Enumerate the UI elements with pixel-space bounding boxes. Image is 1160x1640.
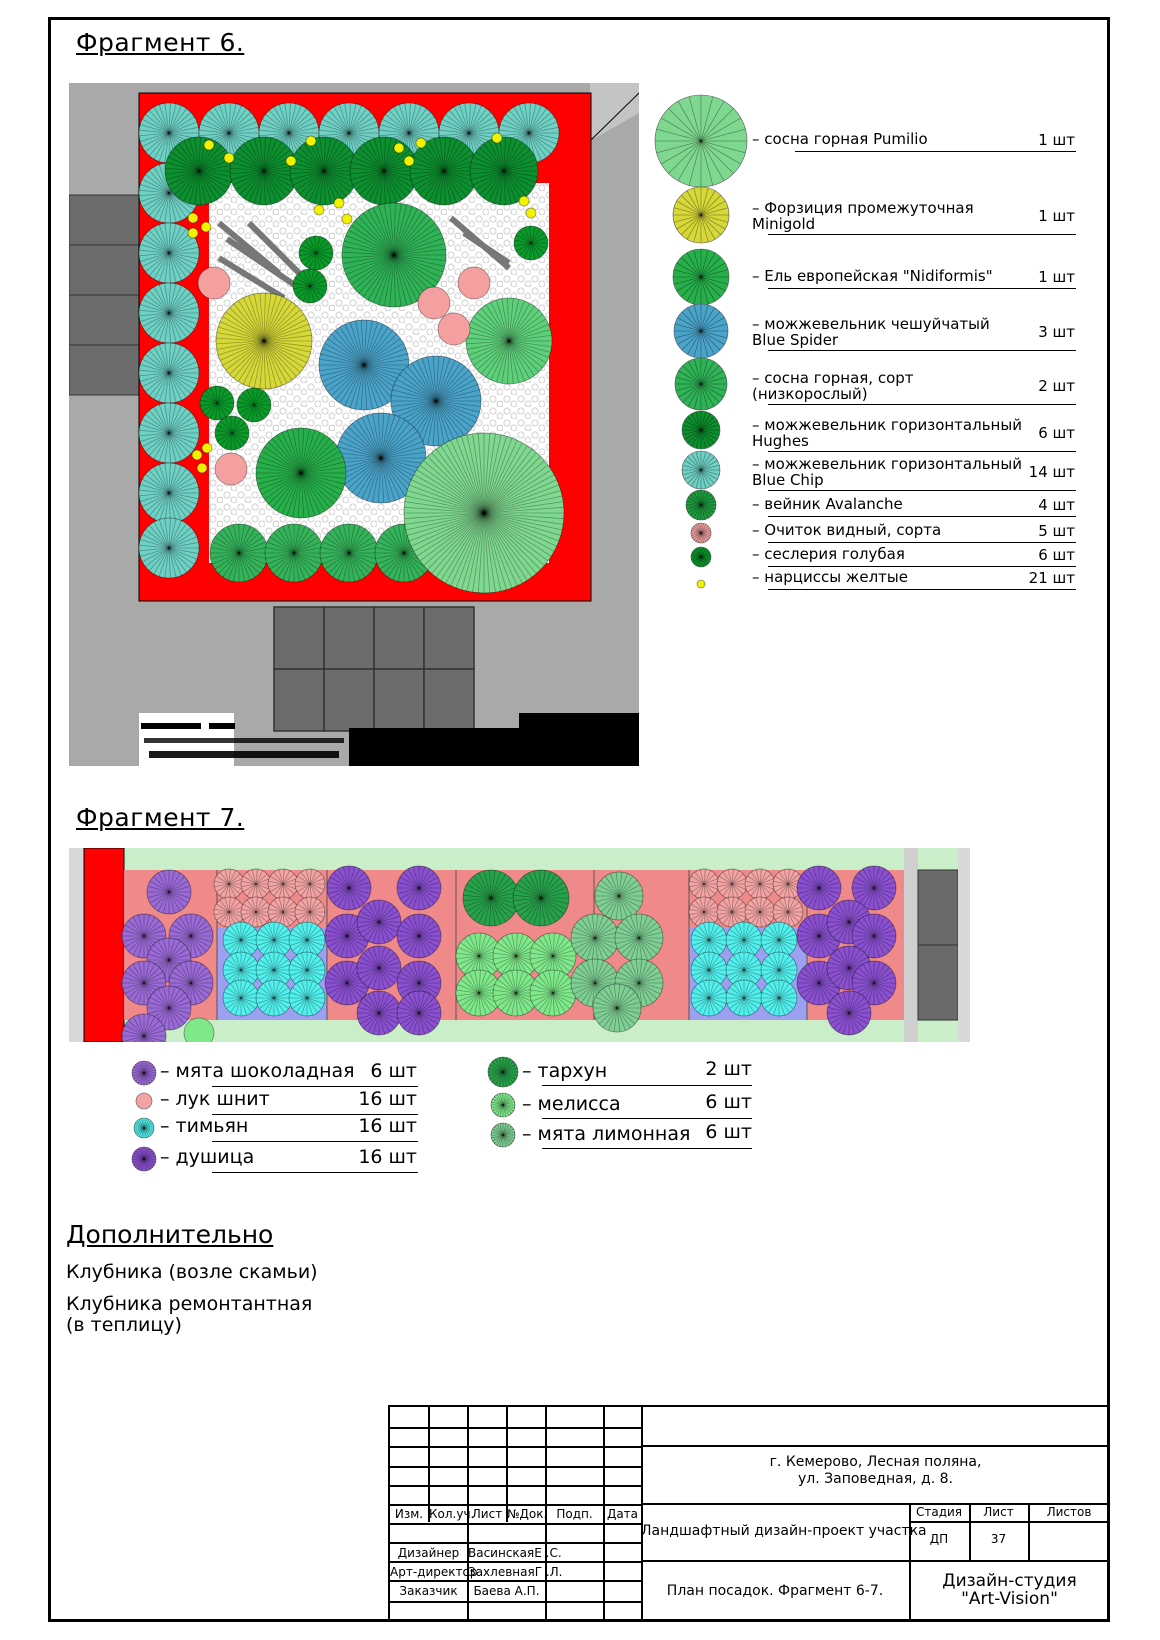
plant-grass bbox=[320, 524, 378, 582]
studio-name: Дизайн-студия "Art-Vision" bbox=[942, 1571, 1077, 1609]
legend-quantity: 14 шт bbox=[1028, 463, 1075, 481]
legend-swatch-icon bbox=[487, 1056, 519, 1092]
legend-plant-name: – нарциссы желтые bbox=[752, 568, 908, 586]
legend-swatch-icon bbox=[490, 1092, 516, 1122]
legend-plant-name: – можжевельник горизонтальный Hughes bbox=[752, 416, 1022, 450]
role-name: ЗахлевнаяГ .Л. bbox=[468, 1565, 563, 1579]
plant-hughes bbox=[350, 137, 418, 205]
plant-narcissus bbox=[394, 143, 404, 153]
plant-narcissus bbox=[492, 133, 502, 143]
legend-underline bbox=[212, 1141, 418, 1142]
plant-chives bbox=[241, 869, 271, 899]
legend-plant-name: – Очиток видный, сорта bbox=[752, 521, 942, 539]
plant-sedum bbox=[438, 313, 470, 345]
legend-plant-name: – мята шоколадная bbox=[160, 1060, 355, 1082]
plant-chocolate-mint bbox=[147, 870, 191, 914]
plant-narcissus bbox=[526, 208, 536, 218]
legend-swatch-icon bbox=[690, 522, 712, 548]
sheet-value: 37 bbox=[990, 1532, 1007, 1546]
plant-sedum bbox=[418, 287, 450, 319]
plant-sedum bbox=[458, 267, 490, 299]
plant-narcissus bbox=[286, 156, 296, 166]
legend-underline bbox=[768, 350, 1076, 351]
role-label: Заказчик bbox=[399, 1584, 458, 1598]
legend-underline bbox=[768, 451, 1076, 452]
title-block bbox=[388, 1405, 1110, 1622]
plant-oregano bbox=[397, 991, 441, 1035]
plant-chives bbox=[295, 869, 325, 899]
plant-hughes bbox=[470, 137, 538, 205]
legend-quantity: 6 шт bbox=[705, 1121, 752, 1143]
legend-plant-name: – лук шнит bbox=[160, 1088, 270, 1110]
plant-sedum bbox=[198, 267, 230, 299]
plant-tarragon bbox=[513, 870, 569, 926]
plant-oregano bbox=[397, 914, 441, 958]
additional-item: Клубника (возле скамьи) bbox=[66, 1261, 318, 1283]
plant-narcissus bbox=[197, 463, 207, 473]
plant-hughes bbox=[290, 137, 358, 205]
plant-spruce bbox=[256, 428, 346, 518]
legend-plant-name: – сосна горная Pumilio bbox=[752, 130, 928, 148]
plant-thyme bbox=[761, 980, 797, 1016]
stage-value: ДП bbox=[929, 1532, 949, 1546]
col-header: Изм. bbox=[394, 1507, 424, 1521]
legend-quantity: 16 шт bbox=[358, 1115, 417, 1137]
plant-narcissus bbox=[342, 214, 352, 224]
legend-plant-name: – сосна горная, сорт (низкорослый) bbox=[752, 369, 914, 403]
plant-oregano bbox=[327, 866, 371, 910]
plant-narcissus bbox=[404, 156, 414, 166]
legend-swatch-icon bbox=[681, 410, 721, 454]
plant-chives bbox=[268, 869, 298, 899]
legend-underline bbox=[768, 542, 1076, 543]
legend-swatch-icon bbox=[674, 357, 728, 415]
additional-item: Клубника ремонтантная (в теплицу) bbox=[66, 1293, 313, 1336]
plant-narcissus bbox=[519, 196, 529, 206]
legend-swatch-icon bbox=[690, 546, 712, 572]
plant-lemon-mint bbox=[595, 872, 643, 920]
plant-chives bbox=[717, 869, 747, 899]
col-header: №Док. bbox=[507, 1507, 548, 1521]
plant-narcissus bbox=[201, 222, 211, 232]
plant-sesleria bbox=[200, 386, 234, 420]
plant-thyme bbox=[289, 980, 325, 1016]
plant-sesleria bbox=[215, 416, 249, 450]
legend-quantity: 6 шт bbox=[370, 1060, 417, 1082]
legend-swatch-icon bbox=[685, 489, 717, 525]
plant-tarragon bbox=[463, 870, 519, 926]
sheet-title: План посадок. Фрагмент 6-7. bbox=[666, 1583, 884, 1599]
fragment7-plan bbox=[69, 848, 970, 1042]
plant-narcissus bbox=[204, 140, 214, 150]
legend-swatch-icon bbox=[131, 1060, 157, 1090]
plant-narcissus bbox=[202, 443, 212, 453]
plant-blue-chip bbox=[139, 518, 199, 578]
legend-plant-name: – тимьян bbox=[160, 1115, 249, 1137]
legend-quantity: 1 шт bbox=[1038, 131, 1075, 149]
role-name: Баева А.П. bbox=[473, 1584, 540, 1598]
plant-narcissus bbox=[188, 228, 198, 238]
legend-quantity: 2 шт bbox=[705, 1058, 752, 1080]
plant-sesleria bbox=[514, 226, 548, 260]
plant-chives bbox=[689, 869, 719, 899]
legend-underline bbox=[768, 288, 1076, 289]
role-label: Дизайнер bbox=[397, 1546, 460, 1560]
plant-narcissus bbox=[306, 136, 316, 146]
plant-mountain-pine bbox=[466, 298, 552, 384]
address: г. Кемерово, Лесная поляна, ул. Заповедная, д. 8. bbox=[769, 1454, 982, 1487]
legend-underline bbox=[542, 1148, 752, 1149]
legend-swatch-icon bbox=[673, 303, 729, 363]
plant-oregano bbox=[397, 866, 441, 910]
legend-plant-name: – можжевельник горизонтальный Blue Chip bbox=[752, 455, 1022, 489]
fragment7-title: Фрагмент 7. bbox=[76, 803, 245, 832]
legend-underline bbox=[542, 1085, 752, 1086]
sheets-label: Листов bbox=[1046, 1505, 1092, 1519]
plant-oregano bbox=[827, 991, 871, 1035]
plant-oregano bbox=[357, 991, 401, 1035]
plant-sesleria bbox=[293, 269, 327, 303]
plant-narcissus bbox=[314, 205, 324, 215]
legend-quantity: 16 шт bbox=[358, 1088, 417, 1110]
plant-blue-chip bbox=[139, 343, 199, 403]
legend-swatch-icon bbox=[654, 94, 748, 192]
fragment6-plan bbox=[69, 83, 639, 766]
fragment6-title: Фрагмент 6. bbox=[76, 28, 245, 57]
plant-lemon-mint bbox=[593, 984, 641, 1032]
project-name: Ландшафтный дизайн-проект участка bbox=[641, 1523, 927, 1539]
plant-narcissus bbox=[224, 153, 234, 163]
plant-oregano bbox=[357, 946, 401, 990]
legend-swatch-icon bbox=[133, 1117, 155, 1143]
stage-label: Стадия bbox=[915, 1505, 963, 1519]
plant-chives bbox=[214, 869, 244, 899]
legend-quantity: 6 шт bbox=[1038, 424, 1075, 442]
legend-underline bbox=[212, 1172, 418, 1173]
plant-oregano bbox=[797, 866, 841, 910]
legend-plant-name: – можжевельник чешуйчатый Blue Spider bbox=[752, 315, 990, 349]
legend-underline bbox=[542, 1118, 752, 1119]
plant-sesleria bbox=[237, 388, 271, 422]
plant-thyme bbox=[223, 980, 259, 1016]
legend-plant-name: – вейник Avalanche bbox=[752, 495, 903, 513]
sheet-label: Лист bbox=[983, 1505, 1014, 1519]
legend-plant-name: – мелисса bbox=[522, 1093, 621, 1115]
plant-blue-chip bbox=[139, 283, 199, 343]
plant-hughes bbox=[230, 137, 298, 205]
col-header: Лист bbox=[471, 1507, 503, 1521]
plant-thyme bbox=[256, 980, 292, 1016]
plant-blue-chip bbox=[139, 463, 199, 523]
legend-plant-name: – душица bbox=[160, 1146, 255, 1168]
legend-quantity: 5 шт bbox=[1038, 522, 1075, 540]
legend-swatch-icon bbox=[131, 1146, 157, 1176]
plant-thyme bbox=[726, 980, 762, 1016]
additional-heading: Дополнительно bbox=[66, 1220, 274, 1249]
plant-lemon-mint bbox=[571, 914, 619, 962]
col-header: Подп. bbox=[556, 1507, 593, 1521]
legend-swatch-icon bbox=[672, 248, 730, 310]
legend-swatch-icon bbox=[672, 186, 730, 248]
legend-underline bbox=[795, 151, 1076, 152]
plant-narcissus bbox=[416, 138, 426, 148]
legend-quantity: 2 шт bbox=[1038, 377, 1075, 395]
legend-underline bbox=[768, 566, 1076, 567]
legend-plant-name: – тархун bbox=[522, 1060, 608, 1082]
legend-underline bbox=[768, 589, 1076, 590]
legend-plant-name: – сеслерия голубая bbox=[752, 545, 905, 563]
plant-thyme bbox=[691, 980, 727, 1016]
legend-underline bbox=[768, 234, 1076, 235]
legend-underline bbox=[212, 1086, 418, 1087]
legend-plant-name: – Ель европейская "Nidiformis" bbox=[752, 267, 993, 285]
legend-underline bbox=[768, 490, 1076, 491]
legend-quantity: 6 шт bbox=[1038, 546, 1075, 564]
plant-lemon-mint bbox=[615, 914, 663, 962]
plant-hughes bbox=[165, 137, 233, 205]
plant-forsythia bbox=[216, 293, 312, 389]
legend-quantity: 1 шт bbox=[1038, 268, 1075, 286]
legend-quantity: 16 шт bbox=[358, 1146, 417, 1168]
legend-plant-name: – мята лимонная bbox=[522, 1123, 691, 1145]
legend-swatch-icon bbox=[696, 574, 706, 593]
plant-narcissus bbox=[192, 450, 202, 460]
role-label: Арт-директор bbox=[390, 1565, 478, 1579]
legend-quantity: 21 шт bbox=[1028, 569, 1075, 587]
plant-grass bbox=[265, 524, 323, 582]
legend-plant-name: – Форзиция промежуточная Minigold bbox=[752, 199, 974, 233]
plant-narcissus bbox=[334, 198, 344, 208]
legend-quantity: 1 шт bbox=[1038, 207, 1075, 225]
legend-underline bbox=[768, 404, 1076, 405]
plant-chives bbox=[745, 869, 775, 899]
legend-quantity: 4 шт bbox=[1038, 496, 1075, 514]
legend-swatch-icon bbox=[681, 450, 721, 494]
role-name: ВасинскаяЕ .С. bbox=[468, 1546, 562, 1560]
plant-oregano bbox=[357, 900, 401, 944]
plant-melissa bbox=[530, 970, 576, 1016]
plant-sedum bbox=[215, 453, 247, 485]
legend-quantity: 3 шт bbox=[1038, 323, 1075, 341]
col-header: Кол.уч. bbox=[429, 1507, 475, 1521]
legend-swatch-icon bbox=[135, 1092, 153, 1114]
legend-swatch-icon bbox=[490, 1122, 516, 1152]
plant-pine-pumilio bbox=[404, 433, 564, 593]
plant-grass bbox=[210, 524, 268, 582]
plant-narcissus bbox=[188, 213, 198, 223]
legend-quantity: 6 шт bbox=[705, 1091, 752, 1113]
plant-sesleria bbox=[299, 236, 333, 270]
col-header: Дата bbox=[606, 1507, 639, 1521]
legend-underline bbox=[768, 516, 1076, 517]
plant-blue-chip bbox=[139, 403, 199, 463]
